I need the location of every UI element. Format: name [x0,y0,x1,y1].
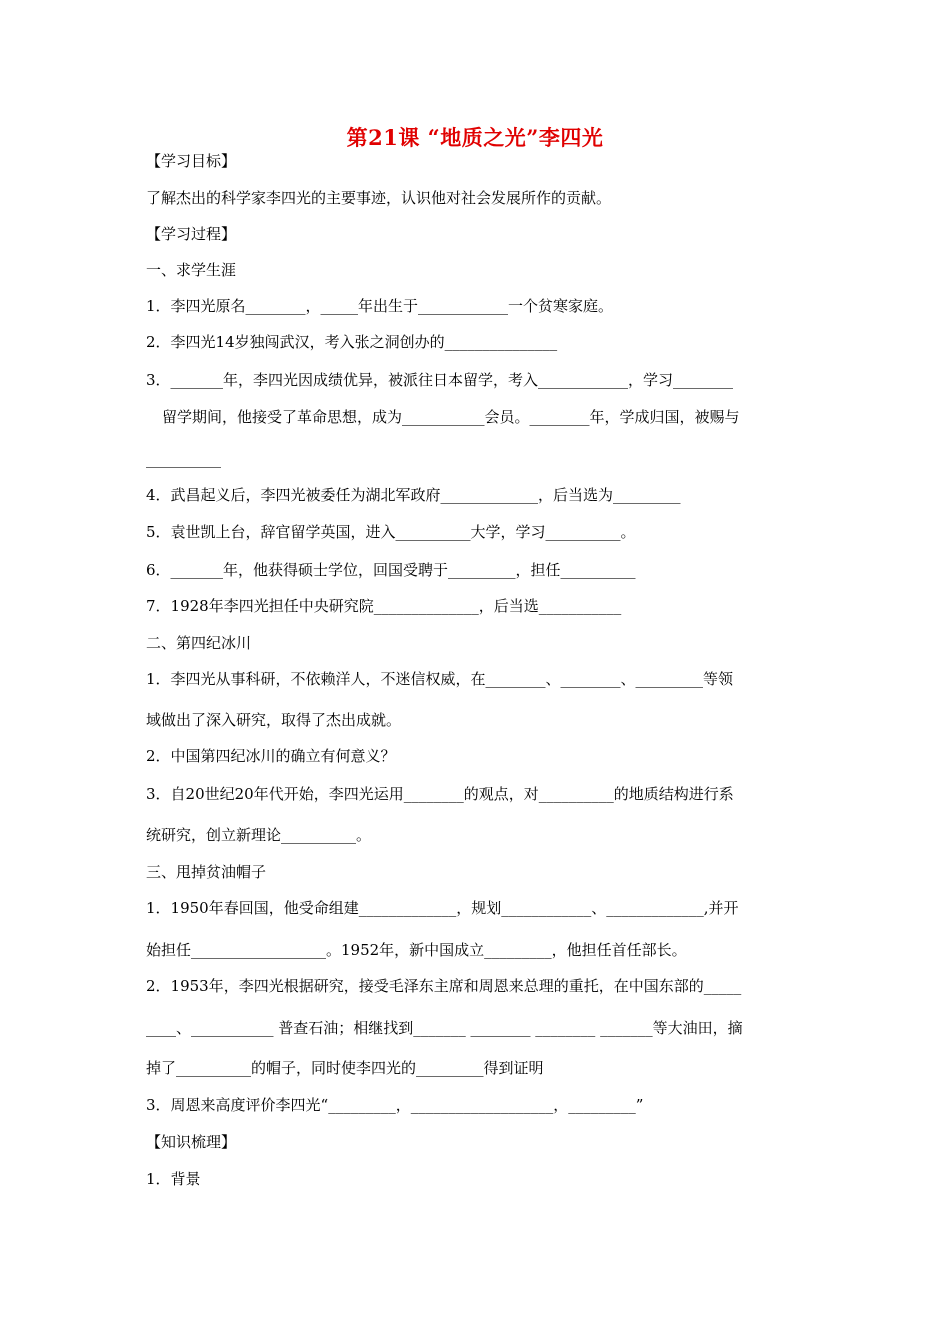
part-heading-1: 一、求学生涯 [146,261,237,279]
question-1-6: 6．_______年，他获得硕士学位，回国受聘于_________，担任__________ [146,561,636,579]
question-3-3: 3．周恩来高度评价李四光“_________，___________________，_________” [146,1096,644,1114]
question-2-1-cont: 域做出了深入研究，取得了杰出成就。 [146,711,402,729]
question-2-3: 3．自20世纪20年代开始，李四光运用________的观点，对__________的地质结构进行系 [146,785,734,803]
question-3-1: 1．1950年春回国，他受命组建_____________，规划____________、_____________,并开 [146,899,739,917]
review-item-1: 1．背景 [146,1170,201,1188]
question-1-3: 3．_______年，李四光因成绩优异，被派往日本留学，考入____________，学习________ [146,371,734,389]
question-1-3-cont: 留学期间，他接受了革命思想，成为___________会员。________年，学成归国，被赐与 [162,408,740,426]
part-heading-2: 二、第四纪冰川 [146,634,252,652]
question-1-4: 4．武昌起义后，李四光被委任为湖北军政府_____________，后当选为_________ [146,486,681,504]
section-heading-review: 【知识梳理】 [146,1133,237,1151]
question-3-2-cont: ____、___________ 普查石油；相继找到_______ ________ ________ _______等大油田，摘 [146,1019,743,1037]
question-1-7: 7．1928年李四光担任中央研究院______________，后当选___________ [146,597,622,615]
question-2-2: 2．中国第四纪冰川的确立有何意义？ [146,747,396,765]
objective-text: 了解杰出的科学家李四光的主要事迹，认识他对社会发展所作的贡献。 [146,189,612,207]
section-heading-process: 【学习过程】 [146,225,237,243]
question-1-5: 5．袁世凯上台，辞官留学英国，进入__________大学，学习__________。 [146,523,636,541]
question-1-2: 2．李四光14岁独闯武汉，考入张之洞创办的_______________ [146,333,558,351]
question-3-2: 2．1953年，李四光根据研究，接受毛泽东主席和周恩来总理的重托，在中国东部的_____ [146,977,742,995]
question-2-1: 1．李四光从事科研，不依赖洋人，不迷信权威，在________、________、_________等领 [146,670,734,688]
question-3-1-cont: 始担任__________________。1952年，新中国成立_________，他担任首任部长。 [146,941,687,959]
question-2-3-cont: 统研究，创立新理论__________。 [146,826,372,844]
question-1-3-blank: __________ [146,450,221,468]
section-heading-objectives: 【学习目标】 [146,152,237,170]
part-heading-3: 三、甩掉贫油帽子 [146,863,267,881]
question-3-2-cont2: 掉了__________的帽子，同时使李四光的_________得到证明 [146,1059,544,1077]
question-1-1: 1．李四光原名________，_____年出生于____________一个贫寒家庭。 [146,297,614,315]
lesson-title: 第21课 “地质之光”李四光 [346,125,604,150]
